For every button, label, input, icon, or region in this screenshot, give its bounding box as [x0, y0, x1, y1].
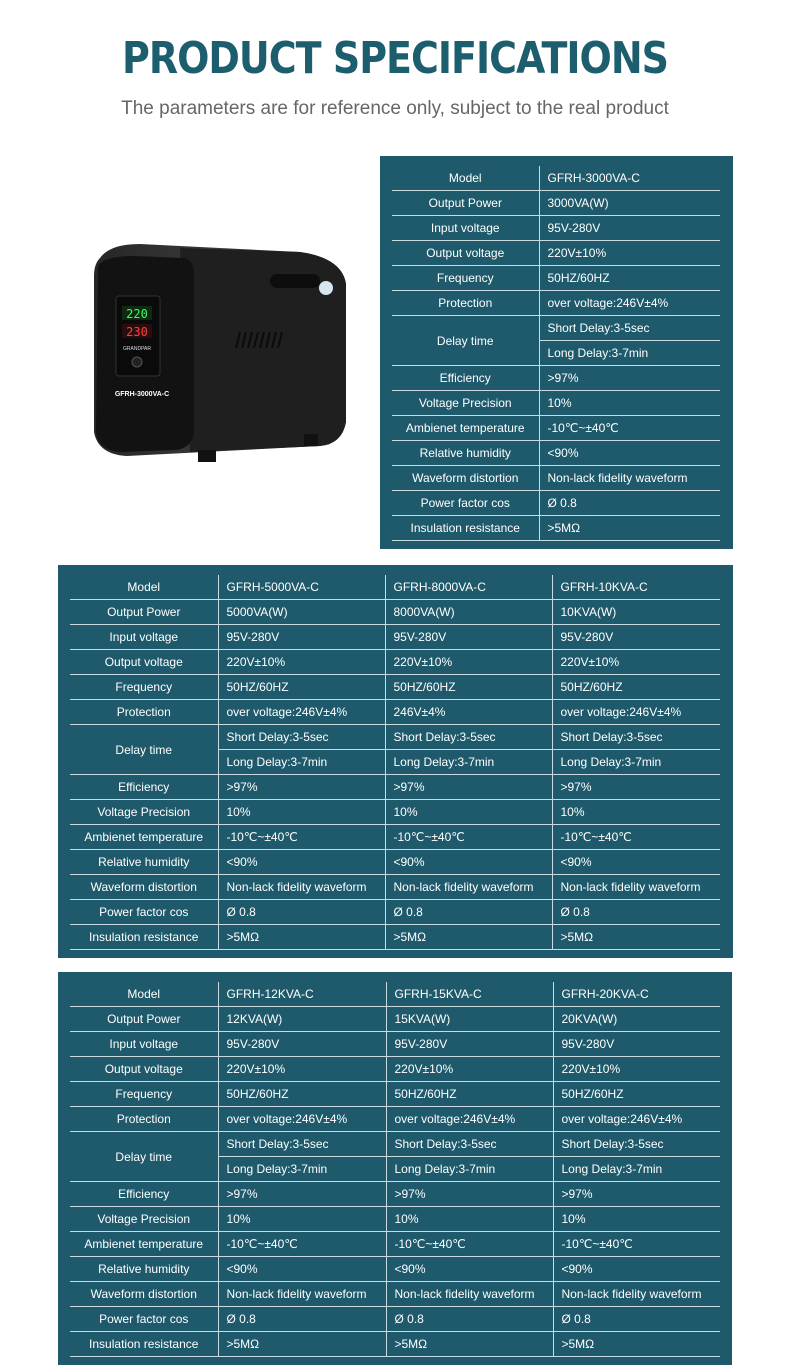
spec-label-protection: Protection — [392, 291, 539, 316]
spec-label-ambient-temperature: Ambienet temperature — [392, 416, 539, 441]
spec-label-ambient-temperature: Ambienet temperature — [70, 1232, 218, 1257]
spec-value-frequency: 50HZ/60HZ — [385, 675, 552, 700]
spec-value-input-voltage: 95V-280V — [539, 216, 720, 241]
spec-row-insulation-resistance — [392, 516, 720, 541]
spec-value-delay-long: Long Delay:3-7min — [552, 750, 720, 775]
spec-value-protection: 246V±4% — [385, 700, 552, 725]
spec-value-relative-humidity: <90% — [552, 850, 720, 875]
spec-value-insulation-resistance: >5MΩ — [539, 516, 720, 541]
spec-row-delay-short — [70, 1132, 720, 1157]
spec-value-model: GFRH-8000VA-C — [385, 575, 552, 600]
spec-row-insulation-resistance — [70, 1332, 720, 1357]
spec-label-delay-time: Delay time — [70, 725, 218, 775]
spec-row-efficiency — [70, 775, 720, 800]
spec-label-model: Model — [70, 982, 218, 1007]
spec-value-efficiency: >97% — [385, 775, 552, 800]
spec-label-model: Model — [392, 166, 539, 191]
spec-table-1 — [392, 166, 720, 541]
spec-value-waveform-distortion: Non-lack fidelity waveform — [553, 1282, 720, 1307]
spec-value-voltage-precision: 10% — [385, 800, 552, 825]
spec-row-frequency — [392, 266, 720, 291]
spec-value-delay-long: Long Delay:3-7min — [386, 1157, 553, 1182]
spec-label-relative-humidity: Relative humidity — [70, 850, 218, 875]
spec-value-relative-humidity: <90% — [539, 441, 720, 466]
spec-value-efficiency: >97% — [218, 775, 385, 800]
spec-value-relative-humidity: <90% — [386, 1257, 553, 1282]
spec-row-ambient-temperature — [392, 416, 720, 441]
spec-value-waveform-distortion: Non-lack fidelity waveform — [386, 1282, 553, 1307]
spec-value-input-voltage: 95V-280V — [386, 1032, 553, 1057]
spec-label-input-voltage: Input voltage — [392, 216, 539, 241]
spec-row-output-voltage — [70, 650, 720, 675]
spec-value-model: GFRH-5000VA-C — [218, 575, 385, 600]
spec-row-ambient-temperature — [70, 1232, 720, 1257]
spec-label-efficiency: Efficiency — [70, 775, 218, 800]
spec-label-output-power: Output Power — [392, 191, 539, 216]
spec-value-delay-short: Short Delay:3-5sec — [553, 1132, 720, 1157]
spec-value-protection: over voltage:246V±4% — [218, 700, 385, 725]
spec-row-input-voltage — [70, 1032, 720, 1057]
spec-label-waveform-distortion: Waveform distortion — [70, 875, 218, 900]
spec-value-frequency: 50HZ/60HZ — [218, 675, 385, 700]
spec-value-efficiency: >97% — [539, 366, 720, 391]
spec-value-protection: over voltage:246V±4% — [218, 1107, 386, 1132]
product-model-label: GFRH-3000VA-C — [114, 391, 170, 398]
spec-value-protection: over voltage:246V±4% — [552, 700, 720, 725]
spec-row-input-voltage — [70, 625, 720, 650]
spec-label-delay-time: Delay time — [392, 316, 539, 366]
spec-value-output-power: 20KVA(W) — [553, 1007, 720, 1032]
display-bottom-readout: 230 — [126, 325, 148, 339]
spec-value-ambient-temperature: -10℃~±40℃ — [218, 1232, 386, 1257]
spec-value-output-voltage: 220V±10% — [552, 650, 720, 675]
spec-value-insulation-resistance: >5MΩ — [552, 925, 720, 950]
spec-label-waveform-distortion: Waveform distortion — [70, 1282, 218, 1307]
spec-label-power-factor: Power factor cos — [70, 900, 218, 925]
spec-label-output-power: Output Power — [70, 600, 218, 625]
spec-value-output-voltage: 220V±10% — [553, 1057, 720, 1082]
spec-label-insulation-resistance: Insulation resistance — [70, 1332, 218, 1357]
spec-value-output-power: 8000VA(W) — [385, 600, 552, 625]
spec-value-output-power: 12KVA(W) — [218, 1007, 386, 1032]
spec-value-efficiency: >97% — [552, 775, 720, 800]
spec-value-delay-long: Long Delay:3-7min — [385, 750, 552, 775]
spec-value-input-voltage: 95V-280V — [385, 625, 552, 650]
spec-value-frequency: 50HZ/60HZ — [552, 675, 720, 700]
spec-value-model: GFRH-15KVA-C — [386, 982, 553, 1007]
spec-row-voltage-precision — [70, 1207, 720, 1232]
spec-row-voltage-precision — [392, 391, 720, 416]
spec-label-voltage-precision: Voltage Precision — [70, 800, 218, 825]
spec-value-delay-short: Short Delay:3-5sec — [539, 316, 720, 341]
spec-value-frequency: 50HZ/60HZ — [539, 266, 720, 291]
spec-value-delay-long: Long Delay:3-7min — [553, 1157, 720, 1182]
spec-row-insulation-resistance — [70, 925, 720, 950]
spec-value-relative-humidity: <90% — [218, 1257, 386, 1282]
spec-label-delay-time: Delay time — [70, 1132, 218, 1182]
spec-row-waveform-distortion — [70, 875, 720, 900]
spec-value-delay-short: Short Delay:3-5sec — [218, 725, 385, 750]
spec-label-protection: Protection — [70, 1107, 218, 1132]
spec-value-frequency: 50HZ/60HZ — [386, 1082, 553, 1107]
spec-value-power-factor: Ø 0.8 — [552, 900, 720, 925]
spec-value-waveform-distortion: Non-lack fidelity waveform — [552, 875, 720, 900]
spec-row-protection — [70, 700, 720, 725]
spec-value-ambient-temperature: -10℃~±40℃ — [386, 1232, 553, 1257]
spec-label-output-voltage: Output voltage — [70, 1057, 218, 1082]
spec-value-efficiency: >97% — [386, 1182, 553, 1207]
spec-label-input-voltage: Input voltage — [70, 1032, 218, 1057]
spec-value-model: GFRH-10KVA-C — [552, 575, 720, 600]
spec-value-insulation-resistance: >5MΩ — [385, 925, 552, 950]
spec-value-efficiency: >97% — [218, 1182, 386, 1207]
spec-value-efficiency: >97% — [553, 1182, 720, 1207]
voltage-regulator-product-image — [80, 236, 360, 468]
brand-label: GRANDPAR — [123, 346, 151, 352]
spec-label-output-voltage: Output voltage — [70, 650, 218, 675]
spec-value-ambient-temperature: -10℃~±40℃ — [552, 825, 720, 850]
spec-value-ambient-temperature: -10℃~±40℃ — [218, 825, 385, 850]
spec-table-2 — [70, 575, 720, 950]
spec-label-relative-humidity: Relative humidity — [392, 441, 539, 466]
spec-label-frequency: Frequency — [70, 1082, 218, 1107]
spec-value-power-factor: Ø 0.8 — [553, 1307, 720, 1332]
spec-value-frequency: 50HZ/60HZ — [553, 1082, 720, 1107]
spec-value-power-factor: Ø 0.8 — [218, 1307, 386, 1332]
spec-value-delay-long: Long Delay:3-7min — [218, 750, 385, 775]
spec-row-delay-short — [70, 725, 720, 750]
spec-value-relative-humidity: <90% — [218, 850, 385, 875]
spec-row-efficiency — [70, 1182, 720, 1207]
display-top-readout: 220 — [126, 307, 148, 321]
spec-value-output-power: 3000VA(W) — [539, 191, 720, 216]
spec-label-power-factor: Power factor cos — [392, 491, 539, 516]
spec-row-relative-humidity — [70, 850, 720, 875]
spec-value-model: GFRH-3000VA-C — [539, 166, 720, 191]
spec-value-delay-short: Short Delay:3-5sec — [386, 1132, 553, 1157]
spec-value-power-factor: Ø 0.8 — [386, 1307, 553, 1332]
spec-value-delay-short: Short Delay:3-5sec — [385, 725, 552, 750]
spec-row-frequency — [70, 675, 720, 700]
spec-value-protection: over voltage:246V±4% — [553, 1107, 720, 1132]
spec-value-output-voltage: 220V±10% — [539, 241, 720, 266]
spec-value-ambient-temperature: -10℃~±40℃ — [553, 1232, 720, 1257]
spec-value-voltage-precision: 10% — [553, 1207, 720, 1232]
spec-value-output-power: 10KVA(W) — [552, 600, 720, 625]
spec-row-power-factor — [70, 1307, 720, 1332]
spec-value-output-voltage: 220V±10% — [386, 1057, 553, 1082]
spec-value-voltage-precision: 10% — [218, 800, 385, 825]
spec-row-delay-short — [392, 316, 720, 341]
spec-row-output-power — [392, 191, 720, 216]
page-subtitle: The parameters are for reference only, subject to the real product — [121, 98, 669, 119]
spec-label-output-power: Output Power — [70, 1007, 218, 1032]
spec-row-output-power — [70, 1007, 720, 1032]
spec-label-insulation-resistance: Insulation resistance — [392, 516, 539, 541]
spec-value-power-factor: Ø 0.8 — [385, 900, 552, 925]
spec-row-ambient-temperature — [70, 825, 720, 850]
spec-value-delay-short: Short Delay:3-5sec — [218, 1132, 386, 1157]
spec-value-ambient-temperature: -10℃~±40℃ — [539, 416, 720, 441]
spec-row-protection — [70, 1107, 720, 1132]
spec-value-output-voltage: 220V±10% — [218, 650, 385, 675]
spec-label-protection: Protection — [70, 700, 218, 725]
spec-value-waveform-distortion: Non-lack fidelity waveform — [385, 875, 552, 900]
spec-row-input-voltage — [392, 216, 720, 241]
spec-label-input-voltage: Input voltage — [70, 625, 218, 650]
spec-label-output-voltage: Output voltage — [392, 241, 539, 266]
spec-row-protection — [392, 291, 720, 316]
spec-value-waveform-distortion: Non-lack fidelity waveform — [218, 1282, 386, 1307]
spec-row-output-voltage — [392, 241, 720, 266]
spec-value-power-factor: Ø 0.8 — [539, 491, 720, 516]
spec-row-output-power — [70, 600, 720, 625]
spec-value-frequency: 50HZ/60HZ — [218, 1082, 386, 1107]
spec-row-relative-humidity — [70, 1257, 720, 1282]
spec-label-ambient-temperature: Ambienet temperature — [70, 825, 218, 850]
spec-label-frequency: Frequency — [70, 675, 218, 700]
spec-value-output-voltage: 220V±10% — [218, 1057, 386, 1082]
spec-label-frequency: Frequency — [392, 266, 539, 291]
spec-value-model: GFRH-20KVA-C — [553, 982, 720, 1007]
spec-value-voltage-precision: 10% — [539, 391, 720, 416]
spec-row-efficiency — [392, 366, 720, 391]
spec-label-power-factor: Power factor cos — [70, 1307, 218, 1332]
spec-value-delay-long: Long Delay:3-7min — [218, 1157, 386, 1182]
spec-row-model — [70, 575, 720, 600]
spec-value-input-voltage: 95V-280V — [218, 625, 385, 650]
spec-value-waveform-distortion: Non-lack fidelity waveform — [218, 875, 385, 900]
spec-value-output-power: 15KVA(W) — [386, 1007, 553, 1032]
spec-value-model: GFRH-12KVA-C — [218, 982, 386, 1007]
spec-value-ambient-temperature: -10℃~±40℃ — [385, 825, 552, 850]
spec-value-insulation-resistance: >5MΩ — [218, 925, 385, 950]
spec-row-voltage-precision — [70, 800, 720, 825]
spec-value-protection: over voltage:246V±4% — [539, 291, 720, 316]
spec-row-frequency — [70, 1082, 720, 1107]
spec-row-relative-humidity — [392, 441, 720, 466]
spec-value-power-factor: Ø 0.8 — [218, 900, 385, 925]
spec-label-voltage-precision: Voltage Precision — [70, 1207, 218, 1232]
spec-row-output-voltage — [70, 1057, 720, 1082]
spec-label-voltage-precision: Voltage Precision — [392, 391, 539, 416]
spec-label-relative-humidity: Relative humidity — [70, 1257, 218, 1282]
spec-value-insulation-resistance: >5MΩ — [218, 1332, 386, 1357]
spec-label-efficiency: Efficiency — [392, 366, 539, 391]
spec-value-output-voltage: 220V±10% — [385, 650, 552, 675]
spec-value-voltage-precision: 10% — [552, 800, 720, 825]
spec-value-relative-humidity: <90% — [385, 850, 552, 875]
spec-value-voltage-precision: 10% — [386, 1207, 553, 1232]
page-title: PRODUCT SPECIFICATIONS — [121, 32, 669, 84]
spec-row-waveform-distortion — [70, 1282, 720, 1307]
spec-row-model — [70, 982, 720, 1007]
spec-label-model: Model — [70, 575, 218, 600]
spec-value-insulation-resistance: >5MΩ — [386, 1332, 553, 1357]
spec-label-insulation-resistance: Insulation resistance — [70, 925, 218, 950]
spec-value-output-power: 5000VA(W) — [218, 600, 385, 625]
spec-value-voltage-precision: 10% — [218, 1207, 386, 1232]
spec-value-input-voltage: 95V-280V — [553, 1032, 720, 1057]
spec-value-relative-humidity: <90% — [553, 1257, 720, 1282]
spec-value-delay-long: Long Delay:3-7min — [539, 341, 720, 366]
spec-row-waveform-distortion — [392, 466, 720, 491]
spec-label-efficiency: Efficiency — [70, 1182, 218, 1207]
spec-row-power-factor — [70, 900, 720, 925]
spec-value-insulation-resistance: >5MΩ — [553, 1332, 720, 1357]
spec-value-waveform-distortion: Non-lack fidelity waveform — [539, 466, 720, 491]
spec-row-power-factor — [392, 491, 720, 516]
spec-label-waveform-distortion: Waveform distortion — [392, 466, 539, 491]
spec-table-3 — [70, 982, 720, 1357]
spec-value-delay-short: Short Delay:3-5sec — [552, 725, 720, 750]
spec-value-protection: over voltage:246V±4% — [386, 1107, 553, 1132]
spec-value-input-voltage: 95V-280V — [552, 625, 720, 650]
spec-value-input-voltage: 95V-280V — [218, 1032, 386, 1057]
spec-row-model — [392, 166, 720, 191]
